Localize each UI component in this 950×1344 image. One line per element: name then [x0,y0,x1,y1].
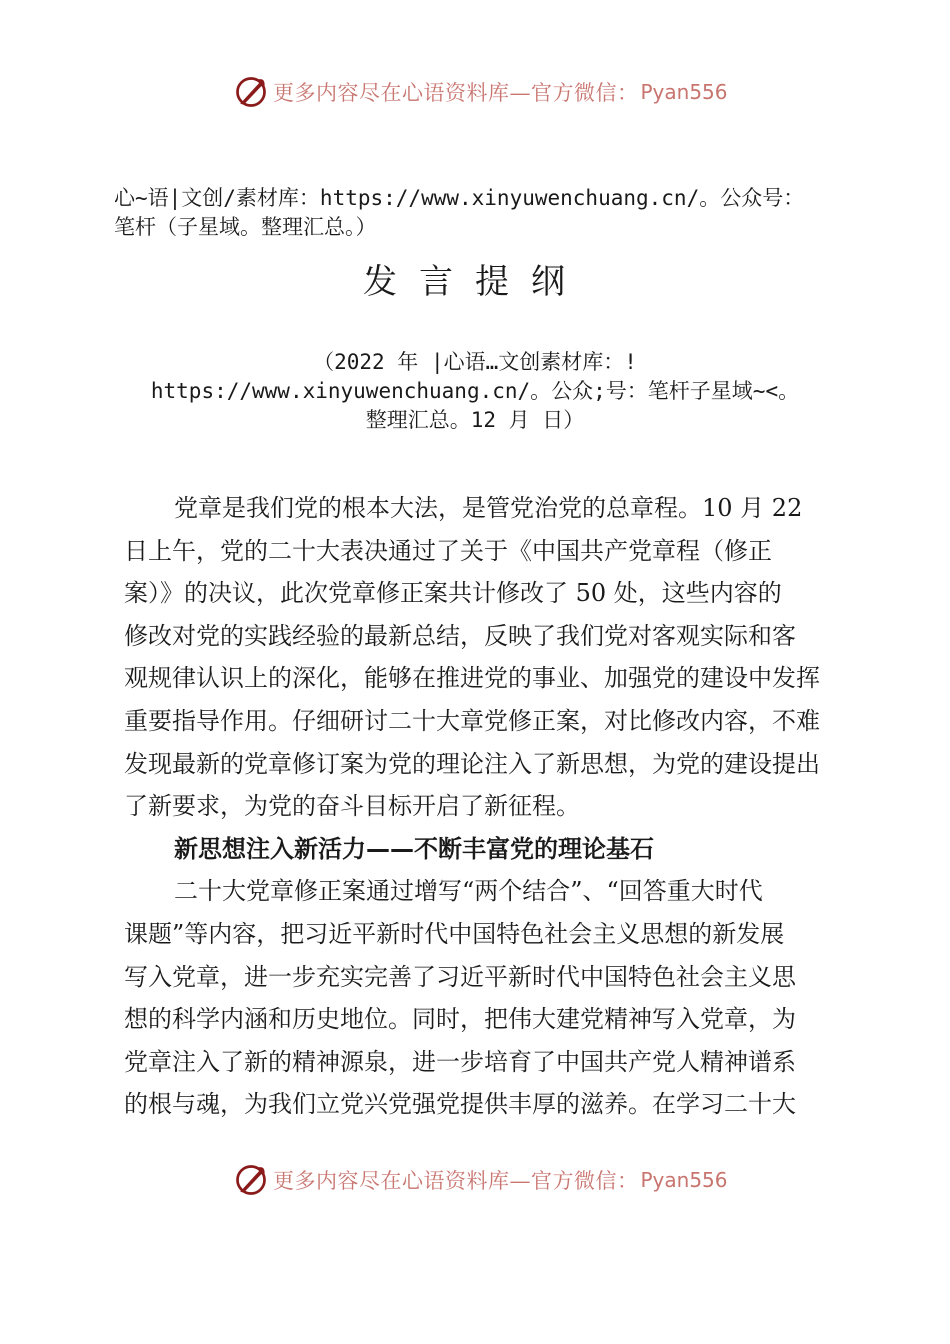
paragraph-line: 修改对党的实践经验的最新总结，反映了我们党对客观实际和客 [124,621,796,650]
banner-text: 更多内容尽在心语资料库—官方微信： [273,1169,639,1193]
paragraph-line: 日上午，党的二十大表决通过了关于《中国共产党章程（修正 [124,536,772,565]
bottom-banner [0,1160,950,1200]
header-note-line: 笔杆（子星域。整理汇总。） [114,215,377,239]
section-heading: 新思想注入新活力——不断丰富党的理论基石 [174,834,654,863]
date-line: （2022 年 |心语…文创素材库：! [313,350,637,374]
paragraph-line: 党章注入了新的精神源泉，进一步培育了中国共产党人精神谱系 [124,1047,796,1076]
header-note [114,184,874,242]
date-line: https://www.xinyuwenchuang.cn/。公众;号：笔杆子星域~<。 [150,379,800,403]
page-title: 发言提纲 [363,262,587,302]
top-banner [0,72,950,112]
banner-wechat-id: Pyan556 [640,1168,728,1192]
quill-pen-logo-icon [233,74,269,110]
paragraph-line: 党章是我们党的根本大法，是管党治党的总章程。10 月 22 [174,494,803,522]
paragraph-line: 写入党章，进一步充实完善了习近平新时代中国特色社会主义思 [124,962,796,991]
paragraph-line: 课题”等内容，把习近平新时代中国特色社会主义思想的新发展 [124,919,785,948]
banner-text: 更多内容尽在心语资料库—官方微信： [273,81,639,105]
paragraph-line: 的根与魂，为我们立党兴党强党提供丰厚的滋养。在学习二十大 [124,1090,796,1119]
paragraph-line: 了新要求，为党的奋斗目标开启了新征程。 [124,792,580,821]
header-note-line: 心~语|文创/素材库：https://www.xinyuwenchuang.cn/。公众号： [114,186,805,210]
paragraph-line: 案）》的决议，此次党章修正案共计修改了 50 处，这些内容的 [124,579,782,608]
paragraph-line: 重要指导作用。仔细研讨二十大章党修正案，对比修改内容，不难 [124,706,820,735]
date-line: 整理汇总。12 月 日） [365,408,585,432]
paragraph-line: 观规律认识上的深化，能够在推进党的事业、加强党的建设中发挥 [124,664,820,693]
banner-wechat-id: Pyan556 [640,80,728,104]
body-text [124,487,840,1126]
paragraph-line: 二十大党章修正案通过增写“两个结合”、“回答重大时代 [174,877,763,906]
paragraph-line: 发现最新的党章修订案为党的理论注入了新思想，为党的建设提出 [124,749,820,778]
date-block [0,348,950,435]
paragraph-line: 想的科学内涵和历史地位。同时，把伟大建党精神写入党章，为 [124,1005,796,1034]
quill-pen-logo-icon [233,1162,269,1198]
